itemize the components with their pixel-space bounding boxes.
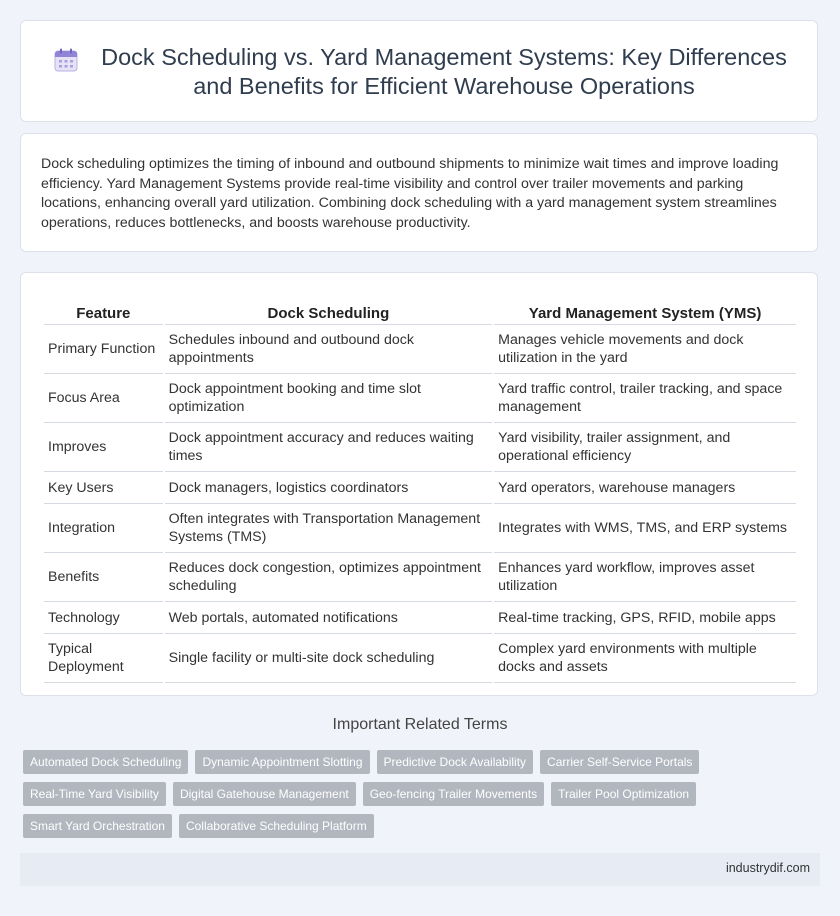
related-terms-row <box>23 750 723 774</box>
comparison-table <box>42 294 798 683</box>
row-dock-value: Web portals, automated notifications <box>165 602 493 634</box>
row-dock-value: Reduces dock congestion, optimizes appointment scheduling <box>165 553 493 602</box>
row-feature: Technology <box>44 602 163 634</box>
table-row <box>44 325 796 374</box>
title-card <box>20 20 818 122</box>
row-dock-value: Dock appointment booking and time slot optimization <box>165 374 493 423</box>
row-feature: Typical Deployment <box>44 634 163 683</box>
related-terms <box>23 750 723 846</box>
table-row <box>44 553 796 602</box>
row-feature: Benefits <box>44 553 163 602</box>
row-yms-value: Yard operators, warehouse managers <box>494 472 796 504</box>
row-yms-value: Manages vehicle movements and dock utilization in the yard <box>494 325 796 374</box>
row-dock-value: Often integrates with Transportation Management Systems (TMS) <box>165 504 493 553</box>
related-term-tag[interactable]: Predictive Dock Availability <box>377 750 534 774</box>
row-dock-value: Dock managers, logistics coordinators <box>165 472 493 504</box>
table-row <box>44 602 796 634</box>
row-dock-value: Schedules inbound and outbound dock appointments <box>165 325 493 374</box>
page-title-line-1: Dock Scheduling vs. Yard Management Systems: Key Differences <box>101 44 787 70</box>
table-header-row <box>44 294 796 325</box>
row-dock-value: Single facility or multi-site dock scheduling <box>165 634 493 683</box>
intro-card <box>20 133 818 252</box>
table-row <box>44 472 796 504</box>
row-dock-value: Dock appointment accuracy and reduces waiting times <box>165 423 493 472</box>
related-terms-row <box>23 782 723 806</box>
related-term-tag[interactable]: Trailer Pool Optimization <box>551 782 696 806</box>
row-yms-value: Complex yard environments with multiple docks and assets <box>494 634 796 683</box>
page-title <box>81 43 807 101</box>
table-row <box>44 504 796 553</box>
row-feature: Integration <box>44 504 163 553</box>
related-term-tag[interactable]: Collaborative Scheduling Platform <box>179 814 374 838</box>
header-dock-scheduling: Dock Scheduling <box>165 294 493 325</box>
row-feature: Key Users <box>44 472 163 504</box>
comparison-card <box>20 272 818 696</box>
related-term-tag[interactable]: Automated Dock Scheduling <box>23 750 188 774</box>
related-term-tag[interactable]: Digital Gatehouse Management <box>173 782 356 806</box>
related-term-tag[interactable]: Carrier Self-Service Portals <box>540 750 699 774</box>
related-term-tag[interactable]: Geo-fencing Trailer Movements <box>363 782 544 806</box>
related-term-tag[interactable]: Real-Time Yard Visibility <box>23 782 166 806</box>
related-term-tag[interactable]: Dynamic Appointment Slotting <box>195 750 369 774</box>
row-yms-value: Yard visibility, trailer assignment, and operational efficiency <box>494 423 796 472</box>
row-yms-value: Integrates with WMS, TMS, and ERP systems <box>494 504 796 553</box>
row-yms-value: Yard traffic control, trailer tracking, and space management <box>494 374 796 423</box>
row-feature: Improves <box>44 423 163 472</box>
table-row <box>44 423 796 472</box>
calendar-icon <box>53 47 79 73</box>
row-feature: Focus Area <box>44 374 163 423</box>
page-title-line-2: and Benefits for Efficient Warehouse Operations <box>193 73 695 99</box>
row-feature: Primary Function <box>44 325 163 374</box>
header-yms: Yard Management System (YMS) <box>494 294 796 325</box>
related-term-tag[interactable]: Smart Yard Orchestration <box>23 814 172 838</box>
table-row <box>44 374 796 423</box>
row-yms-value: Real-time tracking, GPS, RFID, mobile apps <box>494 602 796 634</box>
footer <box>20 853 820 886</box>
footer-site-link[interactable]: industrydif.com <box>725 861 810 875</box>
table-row <box>44 634 796 683</box>
related-terms-heading: Important Related Terms <box>332 716 508 733</box>
row-yms-value: Enhances yard workflow, improves asset utilization <box>494 553 796 602</box>
header-feature: Feature <box>44 294 163 325</box>
intro-paragraph: Dock scheduling optimizes the timing of inbound and outbound shipments to minimize wait times and improve loading efficiency. Yard Management Systems provide real-time visibility and control over trailer movements and parking locations, enhancing overall yard utilization. Combining dock scheduling with a yard management system streamlines operations, reduces bottlenecks, and boosts warehouse productivity. <box>41 156 779 231</box>
related-terms-row <box>23 814 723 838</box>
